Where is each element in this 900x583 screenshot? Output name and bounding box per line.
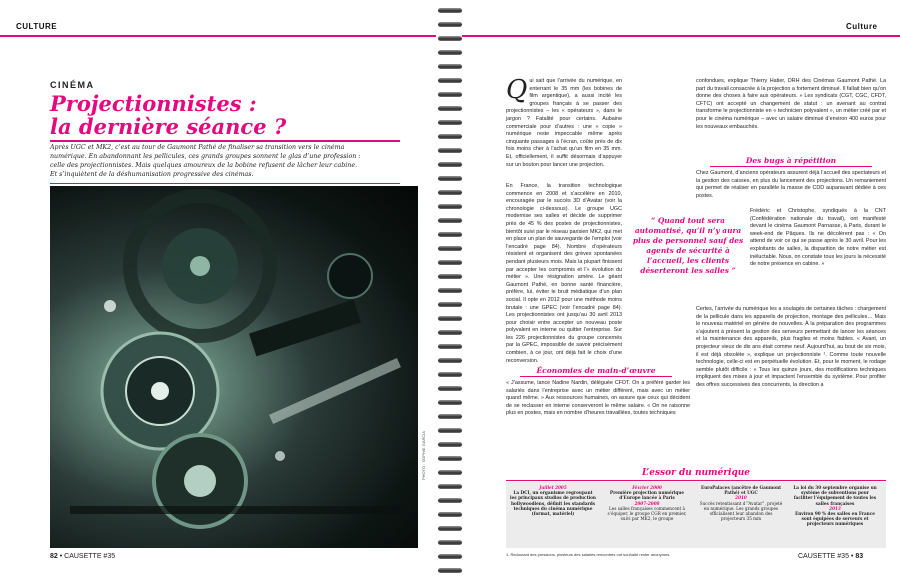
article-chapo: [50, 143, 400, 179]
footnote: 1. Redoutant des pressions, plusieurs des salariés rencontrés ont souhaité rester anonymes.: [506, 552, 671, 557]
timeline-year-2013: 2013: [829, 505, 841, 511]
article-column-1d: [506, 380, 690, 464]
subhead-bugs: Des bugs à répétition: [745, 156, 837, 165]
article-paragraph-6: Frédéric et Christophe, syndiqués à la CNT (Confédération nationale du travail), ont manifesté devant le cinéma Gaumont Parnasse, à Paris, durant le week-end de Pâques. Ils ne décolèrent pas : « On attend de voir ce qui se passe après le 30 avril. Pour les exploitants de salles, la disparition de notre métier est inéluctable. Nous, on constate tous les jours la nécessité de notre présence en cabine. »: [750, 208, 886, 268]
subhead-rule-1: [520, 376, 672, 377]
subhead-rule-2: [710, 166, 872, 167]
timeline-text-4a: La loi du 30 septembre organise un système de subventions pour faciliter l’équipement de toutes les salles françaises: [793, 485, 877, 506]
article-dropcap: Q: [506, 75, 528, 105]
article-paragraph-7: Certes, l’arrivée du numérique les a soulagés de certaines tâches : chargement de la pellicule dans les appareils de projection, montage des pellicules… Mais le nouveau matériel en génère de nouvelles. À la préparation des programmes s’ajoutent à présent la gestion des serveurs permettant de lancer les séances et la maintenance des appareils, plus fragiles et moins fiables. « Avant, un projecteur vieux de dix ans était comme neuf. Aujourd’hui, au bout de six mois, il est déjà obsolète », explique un projectionniste ¹. Comme toute nouvelle technologie, celle-ci est en perpétuelle évolution. Et, pour le moment, le rodage semble plutôt difficile : « Tous les quinze jours, des modifications techniques impliquent des mises à jour et impactent l’ensemble du système. Pour profiter des offres successives des concurrents, la direction a: [696, 306, 886, 388]
article-paragraph-3: « J’assume, lance Nadine Nardin, déléguée CFDT. On a préféré garder les salariés dans l’entreprise avec un métier différent, mais avec un métier quand même. » Aux ressources humaines, on assure que ceux qui décident de se reclasser en interne conserveront le même salaire. « On ne raisonne plus en postes, mais en nombre d’heures travaillées, toutes techniques: [506, 380, 690, 417]
title-line-1: Projectionnistes :: [50, 91, 257, 116]
chapo-line-4: Et s’inquiètent de la déshumanisation progressive des cinémas.: [50, 171, 254, 178]
article-paragraph-2: En France, la transition technologique commence en 2008 et s’accélère en 2010, encouragée par le succès 3D d’Avatar (voir la chronologie ci-dessous). Le groupe UGC modernise ses salles et décide de supprimer près de 45 % des postes de projectionnistes, bientôt suivi par le réseau parisien MK2, qui met en place un plan de sauvegarde de l’emploi (voir l’encadré page 84). Nombre d’opérateurs résistent et organisent des grèves spontanées pendant plusieurs mois. Mais la plupart finissent par accepter les compromis et l’« évolution du métier ». Une résignation amère. Le géant Gaumont Pathé, en bonne santé financière, préfère, lui, éviter le bruit médiatique d’un plan social. Il opte en 2012 pour une méthode moins brutale : une GPEC (voir l’encadré page 84). Les projectionnistes ont jusqu’au 30 avril 2013 pour choisir entre accepter un nouveau poste polyvalent en interne ou quitter l’entreprise. Sur les 226 projectionnistes du groupe concernés par la GPEC, impossible de savoir précisément combien, à ce jour, ont déjà fait le choix d’une reconversion.: [506, 183, 622, 363]
folio-left: [50, 553, 115, 560]
section-bar-right: [462, 35, 900, 37]
article-kicker: CINÉMA: [50, 80, 95, 90]
timeline-column-1: [510, 485, 596, 516]
article-paragraph-1: ui sait que l’arrivée du numérique, en enterrant le 35 mm (les bobines de film argentique), a aussi incité les groupes français à se passer des projectionnistes – les « opérateurs », dans le jargon ? Fatalité pour certains. Aubaine commerciale pour d’autres : une « copie » numérique reste impeccable même après cinquante passages à l’écran, coûte près de dix fois moins cher à l’achat qu’un film en 35 mm. Et, officiellement, il suffit désormais d’appuyer sur un bouton pour lancer une projection.: [506, 78, 622, 168]
article-column-2c: [750, 208, 886, 306]
timeline-box: [506, 468, 886, 548]
projector-illustration: [50, 186, 418, 548]
timeline-rule: [506, 480, 886, 481]
timeline-column-4: [792, 485, 878, 527]
article-column-2d: [696, 306, 886, 464]
title-line-2: la dernière séance ?: [50, 114, 287, 139]
magazine-name-left: • CAUSETTE #35: [59, 553, 116, 560]
timeline-text-4b: Environ 90 % des salles en France sont équipées de serveurs et projecteurs numériques: [795, 511, 875, 527]
timeline-text-3a: EuroPalaces (ancêtre de Gaumont Pathé) et UGC: [700, 485, 782, 496]
timeline-text-3b: Succès retentissant d’“Avatar”, projeté en numérique. Les grands groupes officialisent leur abandon des projecteurs 35 mm: [699, 500, 783, 522]
timeline-year-2010: 2010: [735, 495, 747, 501]
projector-photo: [50, 186, 418, 548]
article-title: [50, 92, 420, 138]
timeline-column-3: [698, 485, 784, 521]
chapo-line-2: numérique. En abandonnant les pellicules, ces grands groupes sonnent le glas d’une profession :: [50, 153, 361, 160]
timeline-title: L’essor du numérique: [641, 468, 751, 478]
section-bar-left: [0, 35, 438, 37]
timeline-text-2a: Première projection numérique d’Europe lancée à Paris: [609, 490, 685, 501]
timeline-year-2005: Juillet 2005: [539, 485, 567, 490]
photo-credit: PHOTO : SOPHIE GARCIA: [421, 430, 426, 480]
page-number-left: 82: [50, 553, 58, 560]
page-number-right: 83: [855, 553, 864, 560]
timeline-text-2b: Les salles françaises commencent à s’équiper, le groupe CGR en premier, suivi par MK2, le groupe: [607, 505, 687, 522]
timeline-year-2007: 2007-2008: [634, 500, 660, 506]
chapo-rule: [50, 183, 400, 184]
section-label-right: Culture: [846, 22, 878, 31]
article-column-2a: [696, 78, 886, 150]
spiral-binding: [436, 0, 464, 583]
title-rule: [50, 140, 400, 142]
article-column-1c: [506, 291, 622, 363]
subhead-economies: Économies de main-d’œuvre: [536, 366, 656, 375]
timeline-column-2: [604, 485, 690, 521]
timeline-year-2000: Février 2000: [632, 485, 662, 490]
article-column-2b: [696, 170, 886, 210]
pull-quote: “ Quand tout sera automatisé, qu’il n’y aura plus de personnel sauf des agents de sécurité à l’accueil, les clients déserteront les salles ”: [632, 216, 744, 275]
chapo-line-3: celle des projectionnistes. Mais quelques amoureux de la bobine refusent de lâcher leur cabine.: [50, 162, 358, 169]
left-page: [0, 0, 438, 583]
article-column-1a: [506, 75, 622, 170]
article-paragraph-5: Chez Gaumont, d’anciens opérateurs assurent déjà l’accueil des spectateurs et la gestion des caisses, en plus du lancement des projections. Un remaniement qui permet de réaliser en parallèle la masse de CDD auparavant dédiée à ces postes.: [696, 170, 886, 199]
timeline-text-1: La DCI, un organisme regroupant les principaux studios de production hollywoodiens, définit les standards techniques du cinéma numérique (format, matériel): [510, 490, 596, 517]
section-label-left: CULTURE: [16, 22, 58, 31]
folio-right: [798, 553, 863, 560]
article-paragraph-4: confondues, explique Thierry Hatier, DRH des Cinémas Gaumont Pathé. La part du travail consacrée à la projection a fortement diminué. Il fallait bien qu’on donne des choses à faire aux opérateurs. » Les syndicats (CGT, CGC, CFDT, CFTC) ont accepté un changement de statut : un avenant au contrat transforme le projectionniste en « technicien polyvalent », un métier créé par et pour le cinéma numérique – avec un salaire diminué d’environ 400 euros pour les nouveaux embauchés.: [696, 78, 886, 130]
magazine-name-right: CAUSETTE #35 •: [798, 553, 854, 560]
chapo-line-1: Après UGC et MK2, c’est au tour de Gaumont Pathé de finaliser sa transition vers le cinéma: [50, 144, 345, 151]
